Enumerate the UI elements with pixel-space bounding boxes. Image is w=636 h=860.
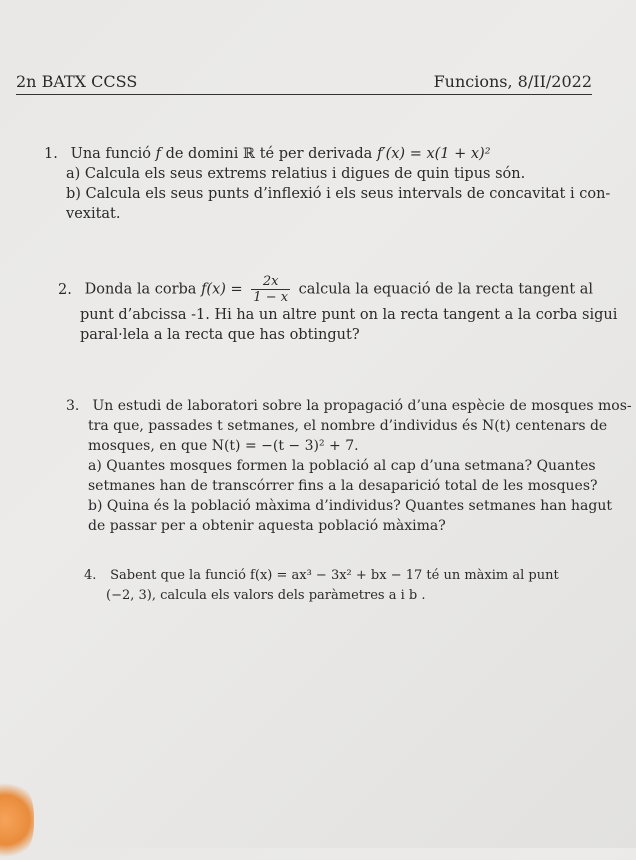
p1-part-b-line2: vexitat. <box>66 206 121 222</box>
p2-line2: punt d’abcissa -1. Hi ha un altre punt on la recta tangent a la corba sigui <box>80 307 618 323</box>
p1-intro: Una funció <box>70 146 151 162</box>
p1-rest: té per derivada <box>259 146 373 162</box>
problem-4-number: 4. <box>84 568 97 583</box>
p3-part-a-line2: setmanes han de transcórrer fins a la desaparició total de les mosques? <box>88 478 598 494</box>
p2-denominator: 1 − x <box>253 290 289 305</box>
header <box>16 72 592 95</box>
p2-fraction <box>251 274 290 305</box>
p2-function: f(x) = <box>201 281 243 298</box>
p1-mid: de domini <box>165 146 239 162</box>
p3-line2: tra que, passades t setmanes, el nombre d’individus és N(t) centenars de <box>88 418 608 434</box>
thumb-edge <box>0 780 34 860</box>
p2-rest: calcula la equació de la recta tangent al <box>298 281 594 298</box>
p3-part-b-line2: de passar per a obtenir aquesta població màxima? <box>88 518 446 534</box>
p2-line3: paral·lela a la recta que has obtingut? <box>80 327 360 343</box>
p3-part-b-line1: b) Quina és la població màxima d’individus? Quantes setmanes han hagut <box>88 498 613 514</box>
exam-title-date: Funcions, 8/II/2022 <box>433 72 592 91</box>
p4-line1: Sabent que la funció f(x) = ax³ − 3x² + bx − 17 té un màxim al punt <box>110 568 559 583</box>
p3-part-a-line1: a) Quantes mosques formen la població al cap d’una setmana? Quantes <box>88 458 596 474</box>
problem-2 <box>58 274 618 345</box>
p1-part-a: a) Calcula els seus extrems relatius i digues de quin tipus són. <box>66 166 526 182</box>
p3-line1: Un estudi de laboratori sobre la propagació d’una espècie de mosques mos- <box>92 398 632 414</box>
p2-intro: Donda la corba <box>84 281 197 298</box>
p4-line2: (−2, 3), calcula els valors dels paràmetres a i b . <box>106 588 426 603</box>
course-label: 2n BATX CCSS <box>16 72 138 91</box>
problem-2-number: 2. <box>58 281 72 298</box>
p3-line3: mosques, en que N(t) = −(t − 3)² + 7. <box>88 438 359 454</box>
problem-1 <box>44 144 611 224</box>
problem-3 <box>66 396 632 536</box>
problem-1-number: 1. <box>44 146 58 162</box>
p1-f: f <box>155 146 161 162</box>
p1-derivative: f′(x) = x(1 + x)² <box>376 146 491 162</box>
problem-4 <box>84 566 584 606</box>
p1-part-b-line1: b) Calcula els seus punts d’inflexió i els seus intervals de concavitat i con- <box>66 186 611 202</box>
p2-numerator: 2x <box>251 274 290 290</box>
problem-3-number: 3. <box>66 398 80 414</box>
p1-domain: ℝ <box>243 146 256 162</box>
